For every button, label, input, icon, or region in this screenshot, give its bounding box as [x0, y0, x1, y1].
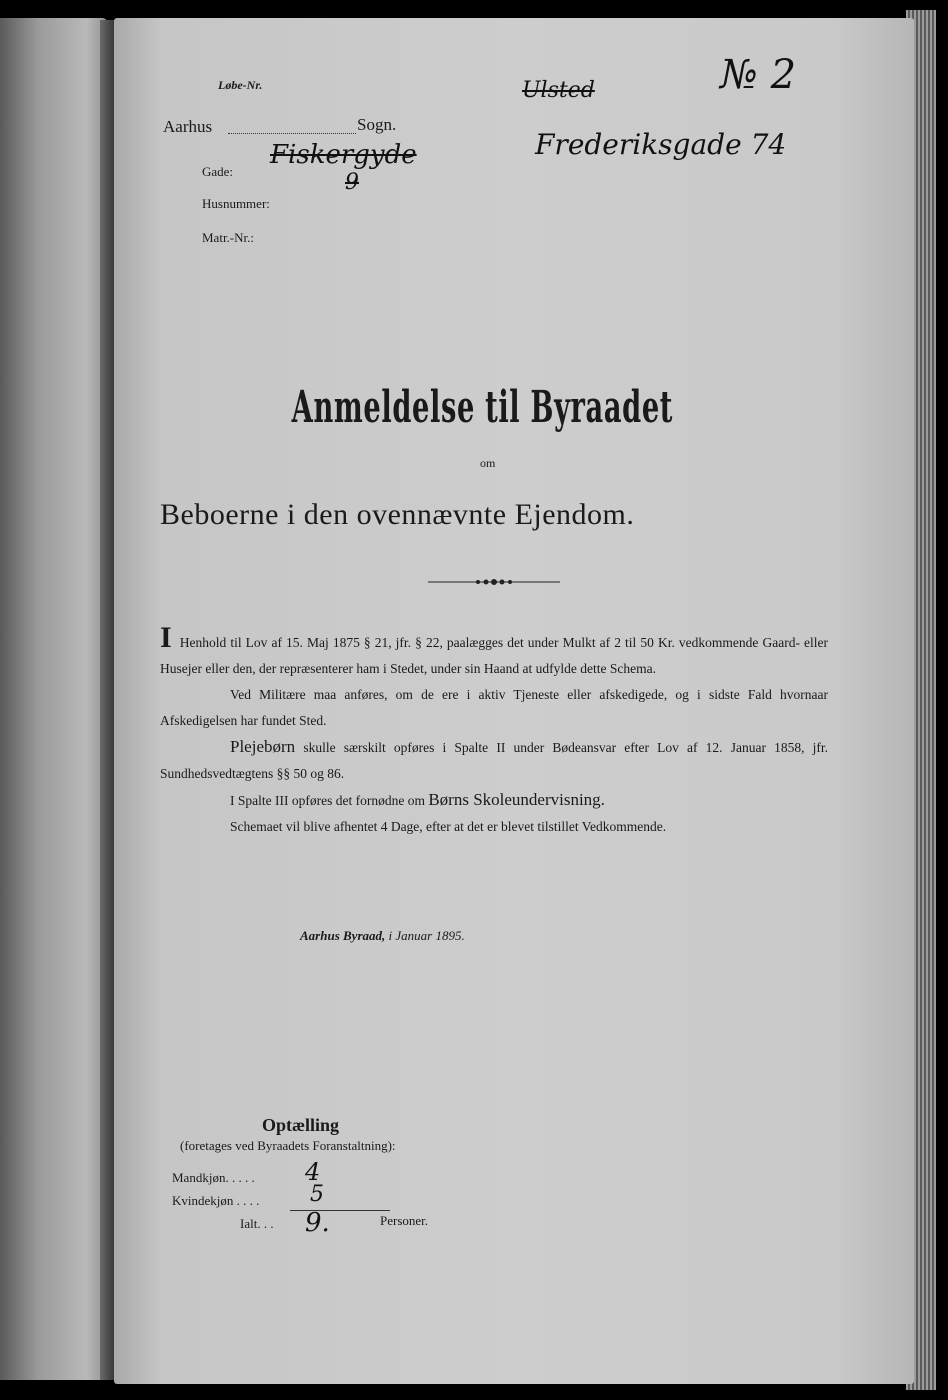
paragraph-5: Schemaet vil blive afhentet 4 Dage, efter at det er blevet tilstillet Vedkommende.: [230, 819, 667, 834]
signature-date: i Januar 1895.: [388, 928, 465, 943]
title-om: om: [480, 456, 496, 470]
sogn-dotted-line: [228, 132, 356, 134]
loebe-nr-label: Løbe-Nr.: [218, 78, 263, 92]
male-value: 4: [305, 1158, 321, 1186]
sogn-label: Sogn.: [357, 115, 397, 134]
instructions-text: [160, 621, 828, 840]
husnummer-label: Husnummer:: [202, 196, 270, 211]
dropcap: I: [160, 621, 172, 654]
paragraph-3-text: skulle særskilt opføres i Spalte II under Bødeansvar efter Lov af 12. Januar 1858, jfr. Sundhedsvedtægtens §§ 50 og 86.: [160, 740, 828, 781]
paragraph-4: [160, 787, 828, 814]
paragraph-1: [160, 621, 828, 682]
handwritten-number: № 2: [720, 52, 797, 98]
paragraph-4-text: I Spalte III opføres det fornødne om: [230, 793, 425, 808]
signature-line: [300, 928, 465, 944]
page-subtitle: Beboerne i den ovennævnte Ejendom.: [160, 498, 635, 531]
handwritten-sogn: Ulsted: [522, 78, 595, 103]
aarhus-label: Aarhus: [163, 117, 213, 136]
plejeborn-emph: Plejebørn: [230, 737, 296, 756]
ornament-divider: [428, 575, 560, 589]
count-title: Optælling: [262, 1115, 340, 1135]
matr-nr-label: Matr.-Nr.:: [202, 230, 254, 245]
signature-org: Aarhus Byraad,: [300, 928, 386, 943]
total-label: Ialt. . .: [240, 1216, 274, 1231]
handwritten-gade: Frederiksgade 74: [535, 128, 787, 161]
skoleundervisning-emph: Børns Skoleundervisning.: [428, 790, 605, 809]
handwritten-crossed-number: 9: [345, 170, 359, 195]
paragraph-3: [160, 734, 828, 787]
female-value: 5: [310, 1182, 324, 1207]
gade-label: Gade:: [202, 164, 234, 179]
count-subtitle: (foretages ved Byraadets Foranstaltning):: [180, 1138, 396, 1153]
female-label: Kvindekjøn . . . .: [172, 1193, 260, 1208]
page-title: Anmeldelse til Byraadet: [291, 382, 674, 433]
persons-label: Personer.: [380, 1213, 429, 1228]
handwritten-gade-crossed: Fiskergyde: [270, 140, 417, 170]
total-value: 9.: [305, 1208, 330, 1238]
male-label: Mandkjøn. . . . .: [172, 1170, 255, 1185]
paragraph-1-text: Henhold til Lov af 15. Maj 1875 § 21, jfr. § 22, paalægges det under Mulkt af 2 til 50 Kr. vedkommende Gaard- eller Husejer eller den, der repræsenterer ham i Stedet, under sin Haand at udfylde dette Schema.: [160, 635, 828, 676]
paragraph-2: Ved Militære maa anføres, om de ere i aktiv Tjeneste eller afskedigede, og i sidste Fald hvornaar Afskedigelsen har fundet Sted.: [160, 687, 828, 728]
left-page-edge: [0, 18, 108, 1380]
